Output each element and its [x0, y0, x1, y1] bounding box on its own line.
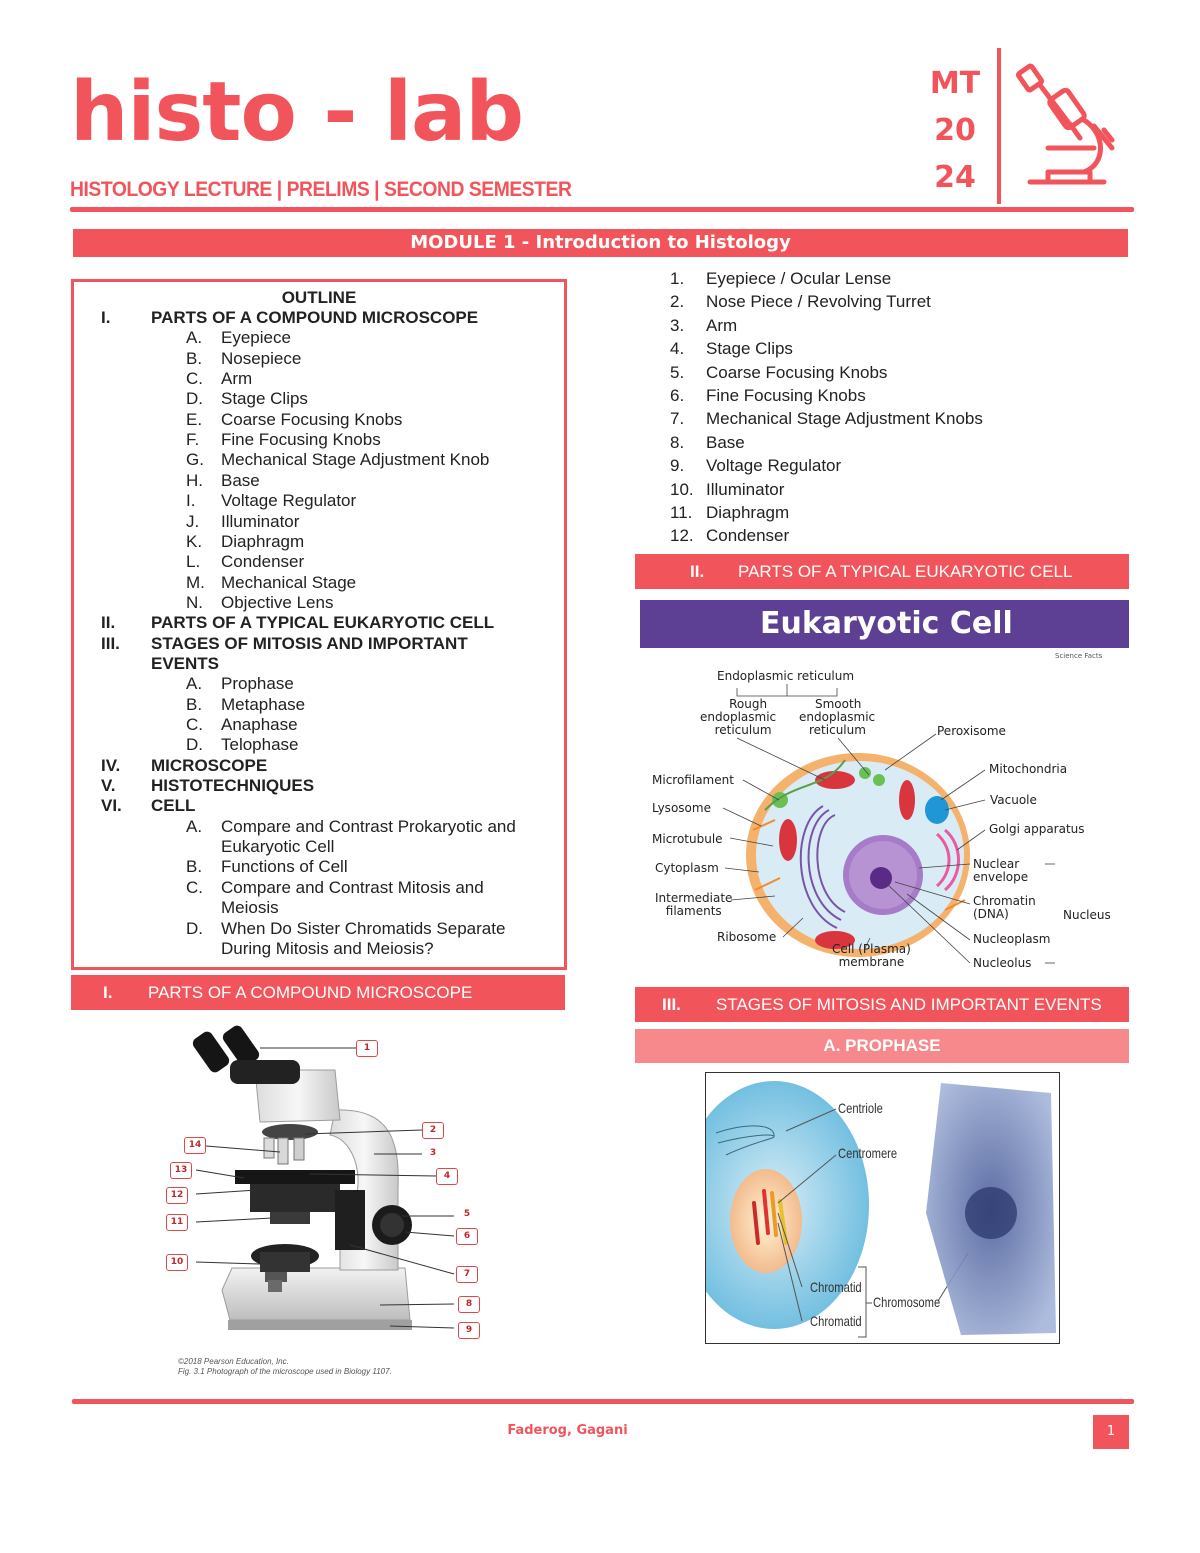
- outline-item-number: H.: [186, 470, 203, 490]
- parts-list-text: Stage Clips: [706, 339, 793, 359]
- parts-list-text: Condenser: [706, 526, 790, 546]
- callout-11: 11: [166, 1214, 188, 1231]
- outline-item-text: HISTOTECHNIQUES: [151, 776, 315, 796]
- microscope-photo: [160, 1020, 490, 1350]
- label-cytoplasm: Cytoplasm: [655, 861, 719, 875]
- parts-list-number: 1.: [670, 269, 685, 288]
- outline-item-text: Coarse Focusing Knobs: [221, 409, 403, 429]
- callout-8: 8: [458, 1296, 480, 1313]
- caption-line-1: ©2018 Pearson Education, Inc.: [178, 1357, 289, 1366]
- outline-item-number: IV.: [101, 755, 121, 775]
- label-chromatid-2: Chromatid: [810, 1313, 862, 1329]
- outline-item-text: Mechanical Stage: [221, 572, 357, 592]
- outline-item-number: B.: [186, 348, 203, 368]
- label-chromatin-1: Chromatin: [973, 894, 1036, 908]
- outline-item-number: L.: [186, 552, 201, 572]
- outline-item-number: D.: [186, 918, 203, 938]
- microscope-icon: [1008, 60, 1118, 190]
- callout-13: 13: [170, 1162, 192, 1179]
- parts-list-number: 7.: [670, 409, 685, 429]
- parts-list-number: 4.: [670, 339, 685, 359]
- label-chromatin: [973, 895, 1036, 921]
- outline-item-text: MICROSCOPE: [151, 755, 268, 775]
- outline-item-text: CELL: [151, 796, 196, 816]
- label-rough-1: Rough: [729, 697, 768, 711]
- callout-3: 3: [422, 1145, 444, 1162]
- label-membrane-1: Cell (Plasma): [832, 942, 911, 956]
- callout-9: 9: [458, 1322, 480, 1339]
- section-1-bar: [71, 975, 565, 1010]
- label-nuclear-2: envelope: [973, 870, 1029, 884]
- label-golgi: Golgi apparatus: [989, 822, 1085, 836]
- parts-list-text: Fine Focusing Knobs: [706, 386, 866, 405]
- outline-item-text: STAGES OF MITOSIS AND IMPORTANT: [151, 633, 468, 653]
- outline-item-text: Anaphase: [221, 715, 298, 734]
- parts-list-number: 3.: [670, 315, 685, 335]
- watermark: Science Facts: [1055, 652, 1103, 660]
- parts-list-number: 2.: [670, 292, 685, 312]
- outline-item-text: Functions of Cell: [221, 857, 348, 877]
- parts-list-number: 10.: [670, 479, 694, 499]
- footer-authors: Faderog, Gagani: [507, 1423, 628, 1438]
- section-1-title: PARTS OF A COMPOUND MICROSCOPE: [148, 983, 473, 1002]
- header-rule: [70, 207, 1134, 212]
- outline-item-number: M.: [186, 572, 205, 592]
- outline-item-text: Diaphragm: [221, 531, 305, 551]
- document-title: histo - lab: [70, 65, 524, 160]
- module-title-bar: MODULE 1 - Introduction to Histology: [73, 229, 1128, 257]
- section-1-number: I.: [103, 983, 113, 1002]
- outline-item-number: G.: [186, 450, 204, 470]
- outline-item-text: Fine Focusing Knobs: [221, 430, 381, 450]
- label-microtubule: Microtubule: [652, 832, 723, 846]
- badge-line-2: 20: [934, 113, 976, 148]
- label-intermediate-2: filaments: [665, 904, 722, 918]
- label-nucleolus: Nucleolus: [973, 956, 1032, 970]
- outline-item-number: E.: [186, 409, 203, 429]
- outline-item-number: III.: [101, 633, 120, 653]
- label-nucleoplasm: Nucleoplasm: [973, 932, 1051, 946]
- label-intermediate-1: Intermediate: [655, 891, 733, 905]
- label-centriole: Centriole: [838, 1100, 883, 1116]
- label-chromatid-1: Chromatid: [810, 1279, 862, 1295]
- header-divider: [997, 48, 1001, 204]
- parts-list-number: 5.: [670, 362, 685, 382]
- label-nucleus: Nucleus: [1063, 908, 1111, 922]
- parts-list-text: Voltage Regulator: [706, 456, 842, 476]
- outline-item-number: I.: [101, 308, 111, 327]
- label-smooth-er: [799, 697, 876, 737]
- label-chromosome: Chromosome: [873, 1294, 941, 1310]
- outline-item-number: J.: [186, 511, 200, 531]
- label-rough-er: [700, 697, 777, 737]
- outline-item-number: I.: [186, 491, 196, 511]
- outline-item-text: Illuminator: [221, 511, 300, 531]
- parts-list-text: Mechanical Stage Adjustment Knobs: [706, 409, 983, 429]
- label-chromatin-2: (DNA): [973, 907, 1009, 921]
- section-2-number: II.: [690, 562, 705, 581]
- label-peroxisome: Peroxisome: [937, 724, 1006, 738]
- eukaryotic-cell-heading: Eukaryotic Cell: [640, 600, 1129, 648]
- outline-item-number: N.: [186, 592, 203, 612]
- parts-list-number: 8.: [670, 432, 685, 452]
- section-2-bar: [635, 554, 1129, 589]
- label-intermediate-filaments: [655, 892, 732, 918]
- badge-line-3: 24: [934, 160, 976, 195]
- callout-1: 1: [356, 1040, 378, 1057]
- outline-item-text: Telophase: [221, 735, 299, 755]
- outline-item-number: A.: [186, 674, 203, 694]
- footer-rule: [72, 1399, 1134, 1404]
- eukaryotic-cell-diagram: [645, 650, 1125, 975]
- parts-list-text: Base: [706, 432, 745, 452]
- microscope-caption: [178, 1357, 392, 1377]
- outline-item-text: Nosepiece: [221, 348, 302, 368]
- outline-item-number: C.: [186, 715, 203, 734]
- outline-item-text: Prophase: [221, 674, 294, 694]
- outline-item-text: Meiosis: [221, 898, 279, 918]
- outline-item-text: When Do Sister Chromatids Separate: [221, 918, 506, 938]
- outline-item-number: K.: [186, 531, 203, 551]
- prophase-subheading: A. PROPHASE: [635, 1029, 1129, 1063]
- callout-5: 5: [456, 1206, 478, 1223]
- callout-4: 4: [436, 1168, 458, 1185]
- outline-item-number: D.: [186, 389, 203, 409]
- parts-list-text: Nose Piece / Revolving Turret: [706, 292, 931, 312]
- callout-7: 7: [456, 1266, 478, 1283]
- label-ribosome: Ribosome: [717, 930, 777, 944]
- outline-item-text: PARTS OF A TYPICAL EUKARYOTIC CELL: [151, 613, 495, 633]
- section-3-title: STAGES OF MITOSIS AND IMPORTANT EVENTS: [716, 995, 1102, 1014]
- label-rough-3: reticulum: [714, 723, 772, 737]
- outline-item-number: II.: [101, 613, 116, 633]
- outline-item-text: Voltage Regulator: [221, 491, 357, 511]
- outline-item-number: B.: [186, 857, 203, 877]
- callout-14: 14: [184, 1137, 206, 1154]
- batch-badge: [925, 60, 985, 201]
- outline-item-number: F.: [186, 430, 200, 450]
- outline-item-text: Eukaryotic Cell: [221, 837, 335, 857]
- parts-list-text: Diaphragm: [706, 503, 790, 522]
- parts-list-number: 9.: [670, 456, 685, 476]
- parts-list-number: 11.: [670, 503, 693, 522]
- outline-item-text: Compare and Contrast Mitosis and: [221, 877, 484, 897]
- label-smooth-3: reticulum: [809, 723, 866, 737]
- label-centromere: Centromere: [838, 1145, 898, 1161]
- page-number: 1: [1093, 1415, 1129, 1449]
- outline-item-text: EVENTS: [151, 653, 220, 673]
- outline-item-number: C.: [186, 877, 203, 897]
- document-subtitle: HISTOLOGY LECTURE | PRELIMS | SECOND SEMESTER: [70, 178, 572, 201]
- parts-list-text: Arm: [706, 315, 738, 335]
- outline-item-number: C.: [186, 369, 203, 389]
- callout-10: 10: [166, 1254, 188, 1271]
- outline-item-text: Eyepiece: [221, 328, 291, 348]
- outline-item-text: Mechanical Stage Adjustment Knob: [221, 450, 490, 470]
- outline-item-text: Condenser: [221, 552, 305, 572]
- outline-item-text: Stage Clips: [221, 389, 308, 409]
- outline-item-text: Compare and Contrast Prokaryotic and: [221, 816, 516, 836]
- label-smooth-1: Smooth: [815, 697, 862, 711]
- outline-item-number: A.: [186, 328, 203, 348]
- label-membrane-2: membrane: [838, 955, 905, 969]
- section-3-bar: [635, 987, 1129, 1022]
- label-lysosome: Lysosome: [652, 801, 711, 815]
- outline-item-number: VI.: [101, 796, 122, 816]
- callout-6: 6: [456, 1228, 478, 1245]
- outline-item-text: Objective Lens: [221, 592, 334, 612]
- label-mitochondria: Mitochondria: [989, 762, 1068, 776]
- callout-2: 2: [422, 1122, 444, 1139]
- section-3-number: III.: [662, 995, 681, 1014]
- outline-item-number: D.: [186, 735, 203, 755]
- outline-item-text: Base: [221, 470, 260, 490]
- label-nuclear-envelope: [973, 858, 1028, 884]
- label-vacuole: Vacuole: [990, 793, 1037, 807]
- parts-list-number: 6.: [670, 386, 685, 405]
- outline-item-text: During Mitosis and Meiosis?: [221, 938, 434, 958]
- outline-item-number: A.: [186, 816, 203, 836]
- parts-list-text: Illuminator: [706, 479, 785, 499]
- outline-item-text: Metaphase: [221, 694, 306, 714]
- label-rough-2: endoplasmic: [700, 710, 777, 724]
- parts-list-number: 12.: [670, 526, 694, 546]
- label-cell-membrane: [832, 943, 911, 969]
- outline-item-number: V.: [101, 776, 116, 796]
- outline-title: OUTLINE: [281, 288, 357, 307]
- outline-item-text: PARTS OF A COMPOUND MICROSCOPE: [151, 308, 479, 327]
- label-smooth-2: endoplasmic: [799, 710, 876, 724]
- parts-list-text: Coarse Focusing Knobs: [706, 362, 888, 382]
- label-nuclear-1: Nuclear: [973, 857, 1020, 871]
- label-er: Endoplasmic reticulum: [717, 669, 855, 683]
- outline-item-text: Arm: [221, 369, 253, 389]
- section-2-title: PARTS OF A TYPICAL EUKARYOTIC CELL: [738, 562, 1073, 581]
- parts-list-text: Eyepiece / Ocular Lense: [706, 269, 892, 288]
- caption-line-2: Fig. 3.1 Photograph of the microscope used in Biology 1107.: [178, 1367, 392, 1376]
- callout-12: 12: [166, 1187, 188, 1204]
- label-microfilament: Microfilament: [652, 773, 734, 787]
- badge-line-1: MT: [929, 66, 981, 101]
- outline-item-number: B.: [186, 694, 203, 714]
